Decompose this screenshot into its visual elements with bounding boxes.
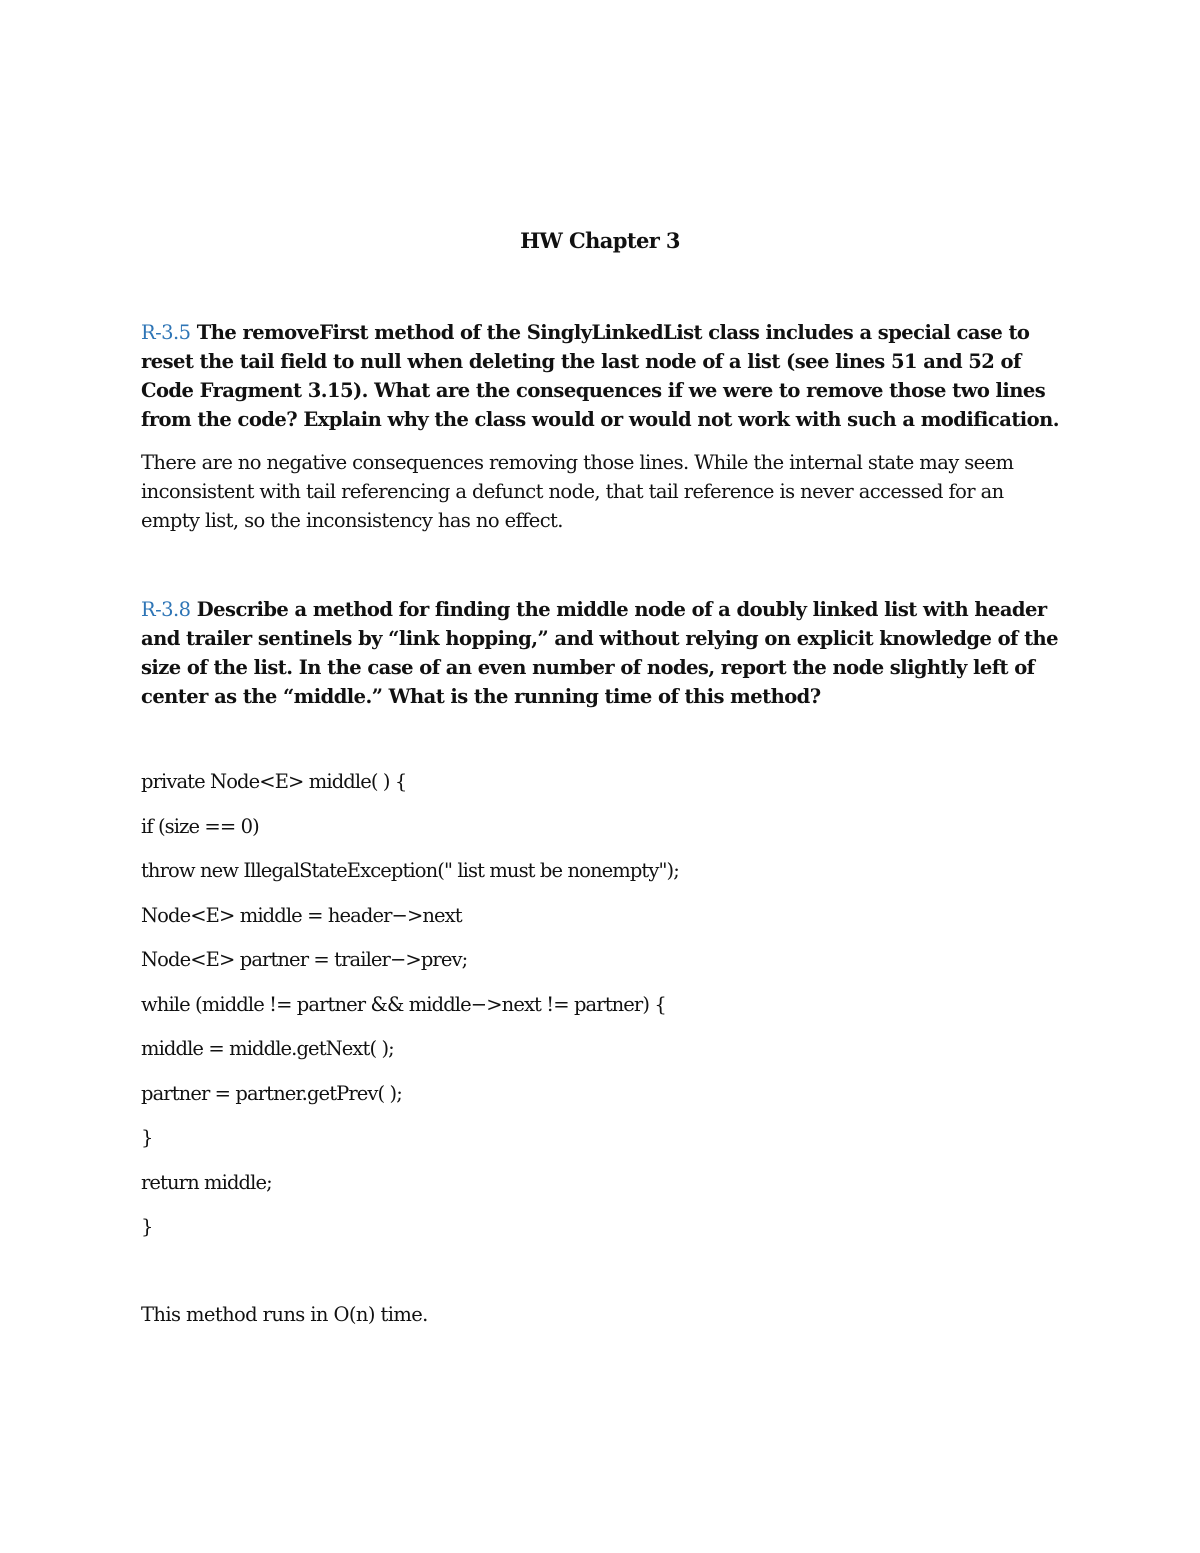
question-text: Describe a method for finding the middle node of a doubly linked list with header and trailer sentinels by “link hopping,” and without relying on explicit knowledge of the size of the list. In the case of an even number of nodes, report the node slightly left of center as the “middle.” What is the running time of this method? — [141, 598, 1059, 708]
code-line: private Node<E> middle( ) { — [141, 770, 407, 793]
code-block — [141, 770, 1061, 1260]
code-line: Node<E> partner = trailer−>prev; — [141, 948, 468, 971]
code-line: } — [141, 1215, 153, 1238]
question-text: The removeFirst method of the SinglyLinkedList class includes a special case to reset the tail field to null when deleting the last node of a list (see lines 51 and 52 of Code Fragment 3.15). What are the consequences if we were to remove those two lines from the code? Explain why the class would or would not work with such a modification. — [141, 321, 1059, 431]
code-line: while (middle != partner && middle−>next != partner) { — [141, 992, 666, 1016]
question-r38 — [141, 595, 1071, 711]
question-number: R-3.8 — [141, 598, 191, 621]
code-line: partner = partner.getPrev( ); — [141, 1081, 402, 1105]
question-r35 — [141, 318, 1071, 434]
page-title: HW Chapter 3 — [520, 228, 680, 253]
code-line: throw new IllegalStateException(" list must be nonempty"); — [141, 859, 679, 882]
code-line: return middle; — [141, 1170, 272, 1194]
answer-r38: This method runs in O(n) time. — [141, 1303, 428, 1326]
code-line: Node<E> middle = header−>next — [141, 903, 462, 927]
answer-r35: There are no negative consequences removing those lines. While the internal state may seem inconsistent with tail referencing a defunct node, that tail reference is never accessed for an empty list, so the inconsistency has no effect. — [141, 451, 1014, 532]
code-line: if (size == 0) — [141, 814, 259, 838]
code-line: } — [141, 1126, 153, 1149]
question-number: R-3.5 — [141, 321, 191, 344]
code-line: middle = middle.getNext( ); — [141, 1037, 394, 1060]
